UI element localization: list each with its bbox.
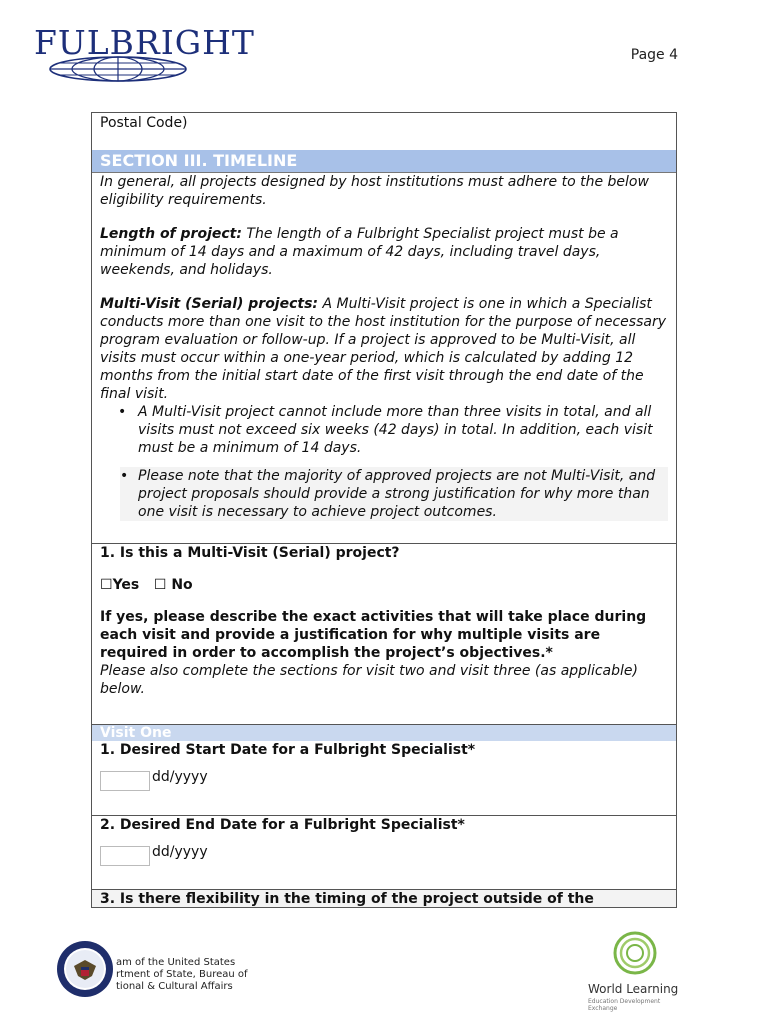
- postal-code-cell: [92, 113, 676, 154]
- followup-note: Please also complete the sections for visit two and visit three (as applicable) below.: [100, 663, 638, 697]
- fulbright-logo: [34, 23, 255, 84]
- postal-code-label: Postal Code): [100, 115, 188, 131]
- state-department-seal-icon: [56, 940, 114, 998]
- world-learning-swirl-icon: [612, 930, 658, 978]
- bullet-text: Please note that the majority of approved projects are not Multi-Visit, and project proposals should provide a strong justification for why more than one visit is necessary to achieve project outcomes.: [138, 468, 656, 520]
- yes-no-options: [100, 576, 668, 594]
- length-paragraph: [100, 225, 668, 279]
- bullet-item: [120, 467, 668, 521]
- start-date-field: [92, 741, 676, 815]
- eligibility-text: [92, 173, 676, 531]
- world-learning-tagline: Education Development Exchange: [588, 998, 661, 1012]
- bullet-text: A Multi-Visit project cannot include more than three visits in total, and all visits must not exceed six weeks (42 days) in total. In addition, each visit must be a minimum of 14 days.: [138, 404, 653, 456]
- page-number: Page 4: [630, 47, 678, 63]
- bullet-icon: •: [118, 404, 127, 420]
- world-learning-logo: [588, 930, 688, 1010]
- world-learning-name: World Learning: [588, 982, 679, 996]
- question-label: 1. Is this a Multi-Visit (Serial) project?: [100, 545, 400, 561]
- globe-grid-icon: [48, 56, 188, 82]
- dos-footer: [56, 940, 266, 1010]
- no-label: No: [171, 577, 193, 593]
- fulbright-logo-text: FULBRIGHT: [34, 23, 255, 62]
- dos-text: [116, 957, 248, 993]
- multi-visit-paragraph: [100, 295, 668, 403]
- multi-visit-question: [92, 543, 676, 734]
- end-date-label: 2. Desired End Date for a Fulbright Specialist*: [100, 817, 465, 833]
- bullet-icon: •: [120, 468, 129, 484]
- dos-line: rtment of State, Bureau of: [116, 969, 248, 980]
- multi-visit-label: Multi-Visit (Serial) projects:: [100, 296, 319, 312]
- bullet-item: [100, 403, 668, 457]
- multi-visit-text: A Multi-Visit project is one in which a Specialist conducts more than one visit to the host institution for the purpose of necessary program evaluation or follow-up. If a project is approved to be Multi-Visit, all visits must occur within a one-year period, which is calculated by adding 12 months from the initial start date of the first visit through the end date of the final visit.: [100, 296, 666, 402]
- no-checkbox[interactable]: ☐: [153, 577, 167, 593]
- length-label: Length of project:: [100, 226, 242, 242]
- followup-question: If yes, please describe the exact activities that will take place during each visit and provide a justification for why multiple visits are required in order to accomplish the project’s objectives.*: [100, 609, 647, 661]
- yes-checkbox[interactable]: ☐: [100, 577, 113, 593]
- flexibility-field: [92, 889, 676, 908]
- flexibility-label: 3. Is there flexibility in the timing of the project outside of the: [100, 891, 594, 907]
- start-date-label: 1. Desired Start Date for a Fulbright Specialist*: [100, 742, 476, 758]
- start-date-input[interactable]: [100, 771, 150, 791]
- dos-line: tional & Cultural Affairs: [116, 981, 233, 992]
- start-date-format: dd/yyyy: [152, 769, 208, 785]
- visit-one-header: Visit One: [92, 724, 676, 741]
- length-text: The length of a Fulbright Specialist project must be a minimum of 14 days and a maximum of 42 days, including travel days, weekends, and holidays.: [100, 226, 619, 278]
- yes-label: Yes: [112, 577, 140, 593]
- end-date-format: dd/yyyy: [152, 844, 208, 860]
- form-frame: [91, 112, 677, 908]
- end-date-field: [92, 815, 676, 890]
- intro-paragraph: In general, all projects designed by host institutions must adhere to the below eligibility requirements.: [100, 174, 649, 208]
- dos-line: am of the United States: [116, 957, 236, 968]
- section-title: SECTION III. TIMELINE: [92, 150, 676, 173]
- end-date-input[interactable]: [100, 846, 150, 866]
